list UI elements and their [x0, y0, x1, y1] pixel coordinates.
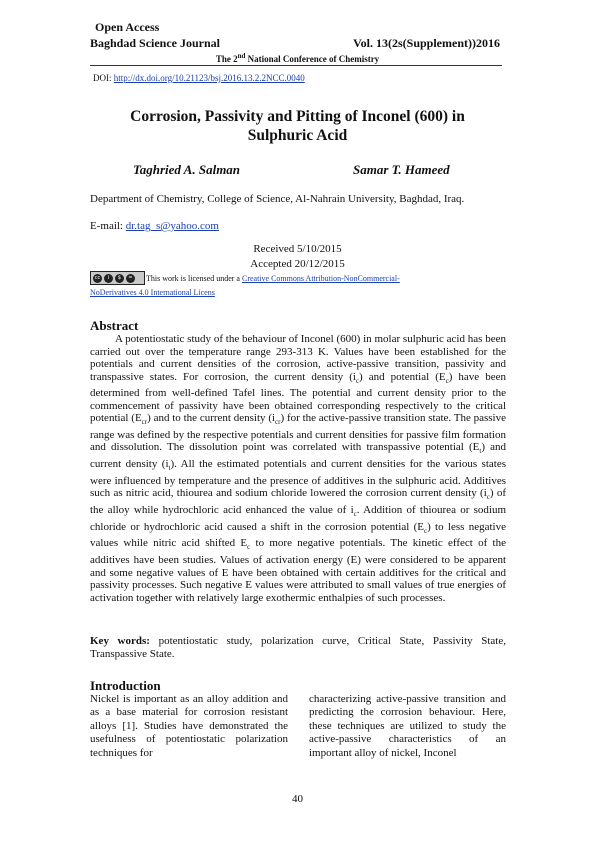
- conference-sup: nd: [237, 52, 246, 60]
- email-link[interactable]: dr.tag_s@yahoo.com: [125, 220, 219, 232]
- paper-title: [100, 107, 495, 145]
- abstract-body: A potentiostatic study of the behaviour of Inconel (600) in molar sulphuric acid has been carried out over the temperature range 293-313 K. Values have been established for the potentials and current densities of the corrosion, active-passive transition, passivity and transpassive states. For corrosion, the current density $(i_c)$ and potential $(E_c)$ have been determined from well-defined Tafel lines. The potential and current density prior to the commencement of passivity have been obtained corresponding respectively to the critical potential $(E_{cr})$ and to the current density $(i_{cr})$ for the active-passive transition state. The passive range was defined by the respective potentials and current densities for passive film formation and dissolution. The dissolution point was correlated with transpassive potential $(E_t)$ and current density $(i_t)$. All the estimated potentials and current densities for the various states were influenced by temperature and the presence of additives in the sulphuric acid. Additives such as nitric acid, thiourea and sodium chloride lowered the corrosion current density $(i_c)$ of the alloy while hydrochloric acid enhanced the value of $i_c$. Addition of thiourea or sodium chloride or hydrochloric acid caused a shift in the corrosion potential $(E_c)$ to less negative values while nitric acid shifted $E_c$ to more negative potentials. The kinetic effect of the additives have been studies. Values of activation energy (E) were considered to be apparent and some negative values of E have been obtained with certain additives for the critical and passivity processes. Such negative E values were attributed to small values of true energies of activation together with relatively large exothermic enthalpies of such processes.: [90, 333, 507, 604]
- journal-volume: Vol. 13(2s(Supplement))2016: [353, 36, 500, 50]
- noderivatives-icon: =: [126, 274, 135, 283]
- cc-icon: cc: [94, 274, 101, 281]
- keywords: [90, 635, 506, 661]
- introduction-heading: Introduction: [90, 678, 161, 693]
- keywords-text: potentiostatic study, polarization curve, Critical State, Passivity State, Transpassive State.: [90, 635, 506, 660]
- journal-name: Baghdad Science Journal: [90, 36, 221, 50]
- doi-label: DOI:: [93, 73, 114, 83]
- conference-pre: The 2: [215, 54, 238, 64]
- license-text: This work is licensed under a: [146, 274, 242, 283]
- introduction-column-1: Nickel is important as an alloy addition and as a base material for corrosion resistant alloys [1]. Studies have demonstrated the usefulness of potentiostatic polarization techniques for: [90, 693, 288, 759]
- open-access-label: Open Access: [95, 20, 160, 34]
- accepted-date: Accepted 20/12/2015: [250, 258, 345, 270]
- affiliation: Department of Chemistry, College of Science, Al-Nahrain University, Baghdad, Iraq.: [90, 193, 465, 205]
- license-link-2[interactable]: NoDerivatives 4.0 International Licens: [90, 288, 215, 297]
- email-label: E-mail:: [90, 220, 126, 232]
- attribution-icon: i: [104, 274, 113, 283]
- conference-line: [0, 52, 595, 64]
- abstract-heading: Abstract: [90, 318, 139, 333]
- author-2: Samar T. Hameed: [353, 162, 450, 177]
- author-1: Taghried A. Salman: [133, 162, 241, 177]
- introduction-column-2: characterizing active-passive transition and predicting the corrosion behaviour. Here, these techniques are utilized to study the active-passive characteristics of an important alloy of nickel, Inconel: [309, 693, 506, 759]
- received-date: Received 5/10/2015: [253, 243, 342, 255]
- noncommercial-icon: $: [115, 274, 124, 283]
- email-line: [90, 220, 219, 232]
- conference-post: National Conference of Chemistry: [245, 54, 380, 64]
- license-link-1[interactable]: Creative Commons Attribution-NonCommercial-: [241, 274, 400, 283]
- license-line-2: [90, 288, 215, 297]
- title-line-2: Sulphuric Acid: [247, 127, 348, 144]
- doi-line: [93, 73, 305, 83]
- cc-license-badge[interactable]: [90, 271, 145, 285]
- license-line: [146, 273, 506, 284]
- header-divider: [90, 65, 502, 66]
- doi-link[interactable]: http://dx.doi.org/10.21123/bsj.2016.13.2.2NCC.0040: [113, 73, 305, 83]
- title-line-1: Corrosion, Passivity and Pitting of Inconel (600) in: [130, 108, 465, 125]
- keywords-label: Key words:: [90, 635, 150, 647]
- page-number: 40: [292, 793, 303, 805]
